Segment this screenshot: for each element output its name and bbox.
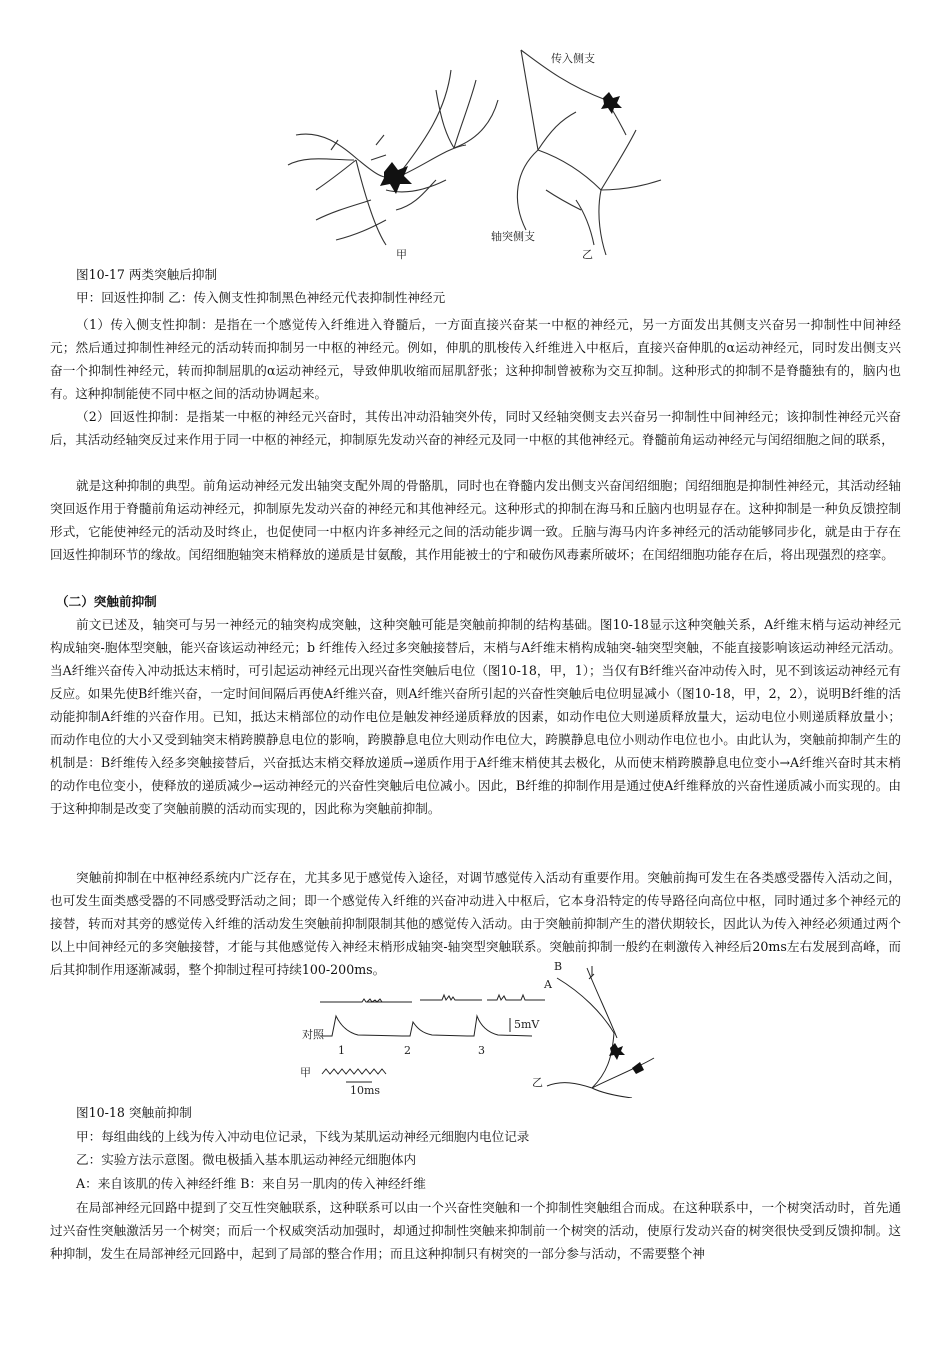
paragraph-reciprocal-synapse: 在局部神经元回路中提到了交互性突触联系，这种联系可以由一个兴奋性突触和一个抑制性突触组合而成。在这种联系中，一个树突活动时，首先通过兴奋性突触激活另一个树突；而后一个权威突活动加强时，却通过抑制性突触来抑制前一个树突的活动，使原行发动兴奋的树突很快受到反馈抑制。这种抑制，发生在局部神经元回路中，起到了局部的整合作用；而且这种抑制只有树突的一部分参与活动，不需要整个神 bbox=[50, 1200, 901, 1261]
label-scale: 5mV bbox=[514, 1018, 540, 1031]
section-heading: （二）突触前抑制 bbox=[56, 594, 157, 609]
label-time: 10ms bbox=[350, 1084, 381, 1097]
label-afferent-collateral: 传入侧支 bbox=[551, 52, 595, 65]
figure-caption-title: 图10-17 两类突触后抑制 bbox=[76, 267, 218, 282]
label-jia-1018: 甲 bbox=[300, 1066, 311, 1079]
figure-10-17 bbox=[276, 40, 666, 262]
figure-caption-ab: A：来自该肌的传入神经纤维 B：来自另一肌肉的传入神经纤维 bbox=[76, 1176, 426, 1191]
label-B: B bbox=[554, 960, 563, 973]
paragraph-afferent-collateral-inhibition: （1）传入侧支性抑制：是指在一个感觉传入纤维进入脊髓后，一方面直接兴奋某一中枢的神经元，另一方面发出其侧支兴奋另一抑制性中间神经元；然后通过抑制性神经元的活动转而抑制另一中枢的神经元。例如，伸肌的肌梭传入纤维进入中枢后，直接兴奋伸肌的α运动神经元，同时发出侧支兴奋一个抑制性神经元，转而抑制屈肌的α运动神经元，导致伸肌收缩而屈肌舒张；这种抑制曾被称为交互抑制。这种形式的抑制不是脊髓独有的，脑内也有。这种抑制能使不同中枢之间的活动协调起来。 bbox=[50, 317, 901, 401]
paragraph-renshaw-cell: 就是这种抑制的典型。前角运动神经元发出轴突支配外周的骨骼肌，同时也在脊髓内发出侧支兴奋闰绍细胞；闰绍细胞是抑制性神经元，其活动经轴突回返作用于脊髓前角运动神经元，抑制原先发动兴奋的神经元和其他神经元。这种形式的抑制在海马和丘脑内也明显存在。这种抑制是一种负反馈控制形式，它能使神经元的活动及时终止，也促使同一中枢内许多神经元之间的活动能步调一致。丘脑与海马内许多神经元的活动能够同步化，就是由于存在回返性抑制环节的缘故。闰绍细胞轴突末梢释放的递质是甘氨酸，其作用能被士的宁和破伤风毒素所破坏；在闰绍细胞功能存在后，将出现强烈的痉挛。 bbox=[50, 478, 901, 562]
paragraph-presynaptic-distribution: 突触前抑制在中枢神经系统内广泛存在，尤其多见于感觉传入途径，对调节感觉传入活动有重要作用。突触前掏可发生在各类感受器传入活动之间，也可发生面类感受器的不同感受野活动之间；即一个感觉传入纤维的兴奋冲动进入中枢后，它本身沿特定的传导路径向高位中枢，同时通过多个神经元的接替，转而对其旁的感觉传入纤维的活动发生突触前抑制限制其他的感觉传入活动。由于突触前抑制产生的潜伏期较长，因此认为传入神经必须通过两个以上中间神经元的多突触接替，才能与其他感觉传入神经末梢形成轴突-轴突型突触联系。突触前抑制一般约在刺激传入神经后20ms左右发展到高峰，而后其抑制作用逐渐减弱，整个抑制过程可持续100-200ms。 bbox=[50, 870, 901, 977]
figure-10-17-drawing bbox=[276, 40, 666, 262]
label-A: A bbox=[544, 978, 552, 991]
paragraph-recurrent-inhibition: （2）回返性抑制：是指某一中枢的神经元兴奋时，其传出冲动沿轴突外传，同时又经轴突侧支去兴奋另一抑制性中间神经元；该抑制性神经元兴奋后，其活动经轴突反过来作用于同一中枢的神经元，抑制原先发动兴奋的神经元及同一中枢的其他神经元。脊髓前角运动神经元与闰绍细胞之间的联系， bbox=[50, 409, 901, 447]
figure-caption-yi: 乙：实验方法示意图。微电极插入基本肌运动神经元细胞体内 bbox=[76, 1152, 417, 1167]
label-n2: 2 bbox=[404, 1044, 411, 1057]
label-yi: 乙 bbox=[582, 248, 593, 261]
paragraph-presynaptic-inhibition: 前文已述及，轴突可与另一神经元的轴突构成突触，这种突触可能是突触前抑制的结构基础。图10-18显示这种突触关系，A纤维末梢与运动神经元构成轴突-胞体型突触，能兴奋该运动神经元；b 纤维传入经过多突触接替后，末梢与A纤维末梢构成轴突-轴突型突触，不能直接影响该运动神经元活动。当A纤维兴奋传入冲动抵达末梢时，可引起运动神经元出现兴奋性突触后电位（图10-18，甲，1）；当仅有B纤维兴奋冲动传入时，见不到该运动神经元有反应。如果先使B纤维兴奋，一定时间间隔后再使A纤维兴奋，则A纤维兴奋所引起的兴奋性突触后电位明显减小（图10-18，甲，2，2），说明B纤维的活动能抑制A纤维的兴奋作用。已知，抵达末梢部位的动作电位是触发神经递质释放的因素，如动作电位大则递质释放量大，运动电位小则递质释放量小；而动作电位的大小又受到轴突末梢跨膜静息电位的影响，跨膜静息电位大则动作电位大，跨膜静息电位小则动作电位也小。由此认为，突触前抑制产生的机制是：B纤维传入经多突触接替后，兴奋抵达末梢交释放递质→递质作用于A纤维末梢使其去极化，从而使末梢跨膜静息电位变小→A纤维兴奋时其末梢的动作电位变小，使释放的递质减少→运动神经元的兴奋性突触后电位减小。因此，B纤维的抑制作用是通过使A纤维释放的兴奋性递质减小而实现的。由于这种抑制是改变了突触前膜的活动而实现的，因此称为突触前抑制。 bbox=[50, 617, 901, 816]
figure-caption-jia: 甲：每组曲线的上线为传入冲动电位记录，下线为某肌运动神经元细胞内电位记录 bbox=[76, 1129, 530, 1144]
figure-caption-title-1018: 图10-18 突触前抑制 bbox=[76, 1105, 192, 1120]
label-jia: 甲 bbox=[396, 248, 407, 261]
label-yi-1018: 乙 bbox=[532, 1076, 543, 1089]
label-n1: 1 bbox=[338, 1044, 345, 1057]
label-n3: 3 bbox=[478, 1044, 485, 1057]
figure-10-18 bbox=[292, 958, 662, 1098]
figure-caption-desc: 甲：回返性抑制 乙：传入侧支性抑制黑色神经元代表抑制性神经元 bbox=[76, 290, 446, 305]
figure-10-18-drawing bbox=[292, 958, 662, 1098]
label-axon-collateral: 轴突侧支 bbox=[491, 230, 535, 243]
label-control: 对照 bbox=[302, 1028, 324, 1041]
